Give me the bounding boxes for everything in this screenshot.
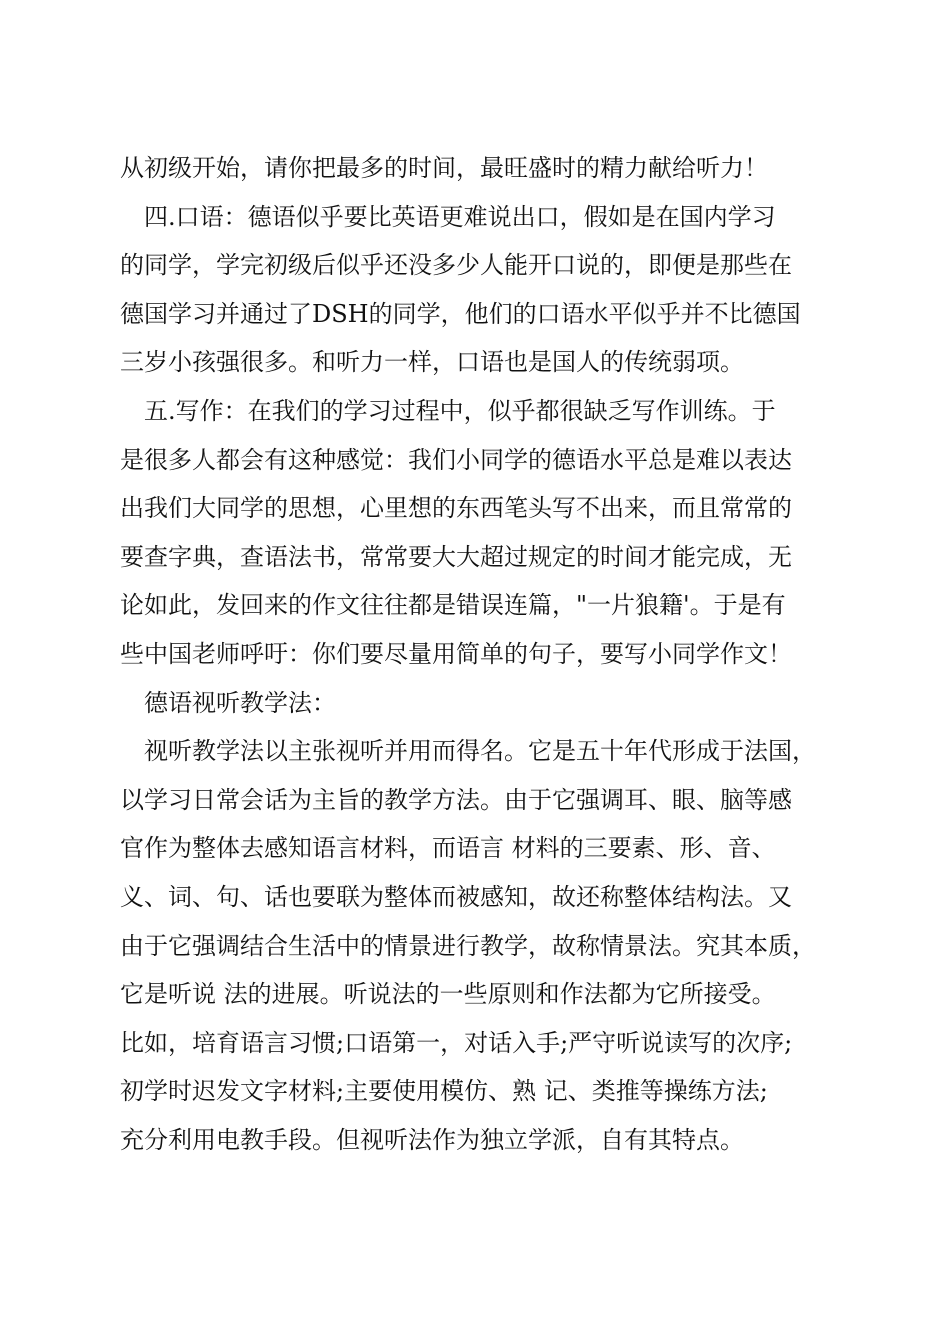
text-line: 的同学，学完初级后似乎还没多少人能开口说的，即便是那些在: [120, 251, 792, 280]
text-line: 论如此，发回来的作文往往都是错误连篇，"一片狼籍'。于是有: [120, 591, 786, 620]
text-line: 从初级开始，请你把最多的时间，最旺盛时的精力献给听力！: [120, 154, 768, 182]
document-body: [120, 144, 840, 1164]
section-heading-audiovisual: 德语视听教学法：: [144, 688, 336, 717]
text-line: 要查字典，查语法书，常常要大大超过规定的时间才能完成，无: [120, 542, 792, 571]
text-line: 些中国老师呼吁：你们要尽量用简单的句子，要写小同学作文！: [120, 639, 792, 668]
text-line: 充分利用电教手段。但视听法作为独立学派，自有其特点。: [120, 1125, 744, 1154]
text-line: 是很多人都会有这种感觉：我们小同学的德语水平总是难以表达: [120, 445, 792, 474]
text-line: 义、词、句、话也要联为整体而被感知，故还称整体结构法。又: [120, 882, 792, 911]
text-line: 视听教学法以主张视听并用而得名。它是五十年代形成于法国，: [144, 737, 816, 766]
text-line: 比如，培育语言习惯;口语第一，对话入手;严守听说读写的次序;: [120, 1028, 793, 1057]
text-line: 三岁小孩强很多。和听力一样，口语也是国人的传统弱项。: [120, 348, 744, 377]
text-line: 官作为整体去感知语言材料，而语言 材料的三要素、形、音、: [120, 834, 776, 863]
section-heading-speaking: 四.口语：德语似乎要比英语更难说出口，假如是在国内学习: [144, 202, 776, 231]
text-line: 由于它强调结合生活中的情景进行教学，故称情景法。究其本质，: [120, 931, 816, 960]
text-line: 出我们大同学的思想，心里想的东西笔头写不出来，而且常常的: [120, 494, 792, 523]
text-line: 以学习日常会话为主旨的教学方法。由于它强调耳、眼、脑等感: [120, 785, 792, 814]
text-line: 初学时迟发文字材料;主要使用模仿、熟 记、类推等操练方法;: [120, 1077, 768, 1106]
text-line: 德国学习并通过了DSH的同学，他们的口语水平似乎并不比德国: [120, 299, 801, 328]
text-line: 它是听说 法的进展。听说法的一些原则和作法都为它所接受。: [120, 980, 776, 1009]
section-heading-writing: 五.写作：在我们的学习过程中，似乎都很缺乏写作训练。于: [144, 396, 776, 425]
